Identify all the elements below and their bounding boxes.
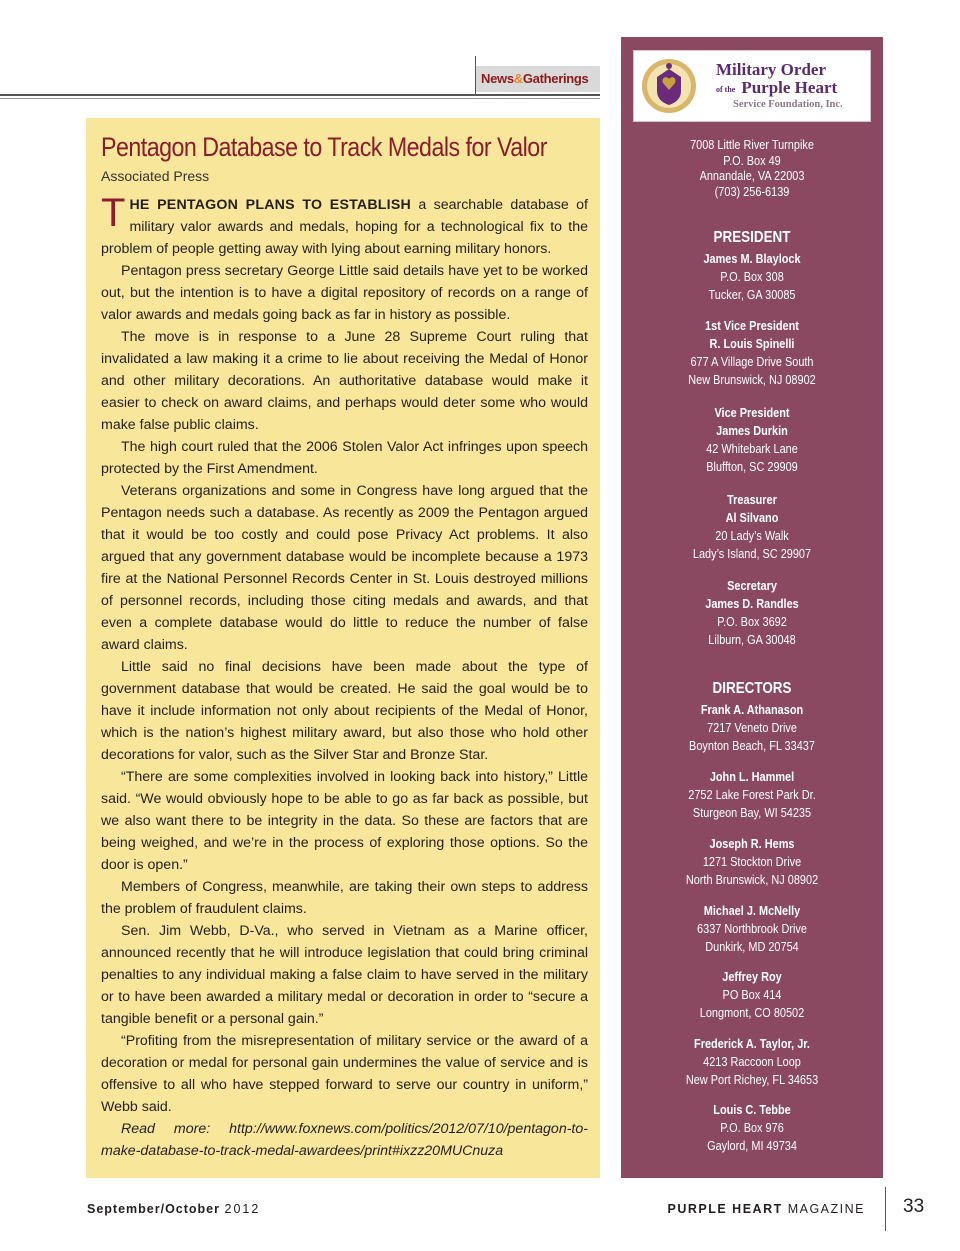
- logo-title-line1: Military Order: [716, 60, 826, 79]
- footer-issue-date: [87, 1202, 260, 1216]
- director-name: Louis C. Tebbe: [713, 1102, 791, 1117]
- director-address-line: New Port Richey, FL 34653: [685, 1072, 819, 1087]
- president-heading: PRESIDENT: [713, 229, 791, 246]
- director-entry: [642, 835, 862, 889]
- officer-address-line: New Brunswick, NJ 08902: [688, 372, 816, 387]
- article-paragraph: The high court ruled that the 2006 Stolen Valor Act infringes upon speech protected by the First Amendment.: [101, 439, 588, 477]
- director-address-line: Sturgeon Bay, WI 54235: [692, 805, 812, 820]
- footer-mag-bold: PURPLE HEART: [667, 1202, 783, 1216]
- officer-entry: [642, 491, 862, 563]
- director-entry: [642, 902, 862, 956]
- officer-role: Treasurer: [727, 492, 777, 507]
- director-entry: [642, 1101, 862, 1155]
- drop-cap: T: [101, 191, 126, 235]
- director-address-line: 4213 Raccoon Loop: [703, 1054, 801, 1069]
- organization-logo: [634, 51, 870, 121]
- article-paragraph: “There are some complexities involved in looking back into history,” Little said. “We would obviously hope to be able to go as far back as possible, but we also want there to be integrity in the data. So these are factors that are being weighed, and we’re in the process of exploring those options. So the door is open.”: [101, 769, 588, 873]
- foundation-address: [642, 137, 862, 199]
- director-address-line: North Brunswick, NJ 08902: [685, 872, 819, 887]
- article-paragraph: Little said no final decisions have been made about the type of government database that would be created. He said the goal would be to have it include information not only about recipients of the Medal of Honor, which is the nation’s highest military award, but also those who hold other decorations for valor, such as the Silver Star and Bronze Star.: [101, 659, 588, 763]
- article-paragraph: The move is in response to a June 28 Supreme Court ruling that invalidated a law making it a crime to lie about receiving the Medal of Honor and other military decorations. An authoritative database would make it easier to check on award claims, and perhaps would deter some who would make false public claims.: [101, 329, 588, 433]
- footer-mag-rest: MAGAZINE: [782, 1202, 865, 1216]
- officer-address-line: P.O. Box 3692: [717, 614, 787, 629]
- director-entry: [642, 701, 862, 755]
- article-paragraph: Veterans organizations and some in Congress have long argued that the Pentagon needs such a database. As recently as 2009 the Pentagon argued that it would be too costly and could pose Privacy Act problems. It also argued that any government database would be incomplete because a 1973 fire at the National Personnel Records Center in St. Louis destroyed millions of personnel records, including those citing medals and awards, and that even a complete database would do little to reduce the number of false award claims.: [101, 483, 588, 653]
- director-address-line: 7217 Veneto Drive: [707, 720, 797, 735]
- footer-divider: [885, 1187, 886, 1231]
- read-more-link[interactable]: Read more: http://www.foxnews.com/politics/2012/07/10/pentagon-to-make-database-to-track-medal-awardees/print#ixzz20MUCnuza: [101, 1121, 588, 1159]
- officer-role: Secretary: [727, 578, 777, 593]
- officer-address-line: 42 Whitebark Lane: [706, 441, 798, 456]
- header-rule-thin: [0, 98, 600, 99]
- director-name: Michael J. McNelly: [703, 903, 801, 918]
- officer-name: James M. Blaylock: [703, 251, 801, 266]
- address-line: P.O. Box 49: [723, 152, 781, 168]
- director-address-line: Gaylord, MI 49734: [707, 1138, 797, 1153]
- article-paragraph: Members of Congress, meanwhile, are taking their own steps to address the problem of fraudulent claims.: [101, 879, 588, 917]
- section-tag: [476, 66, 600, 92]
- director-address-line: Longmont, CO 80502: [699, 1005, 805, 1020]
- director-address-line: Dunkirk, MD 20754: [705, 939, 799, 954]
- officer-name: Al Silvano: [725, 510, 779, 525]
- address-line: 7008 Little River Turnpike: [690, 137, 814, 152]
- footer-magazine-name: [668, 1202, 866, 1216]
- article-paragraph: Pentagon press secretary George Little said details have yet to be worked out, but the intention is to have a digital repository of records on a range of valor awards and medals going back as far in history as possible.: [101, 263, 588, 323]
- director-address-line: 2752 Lake Forest Park Dr.: [688, 787, 816, 802]
- officer-address-line: Lilburn, GA 30048: [708, 632, 796, 647]
- president-entry: [642, 250, 862, 304]
- director-name: Jeffrey Roy: [722, 969, 782, 984]
- director-address-line: Boynton Beach, FL 33437: [689, 738, 815, 753]
- article-lead: HE PENTAGON PLANS TO ESTABLISH: [129, 197, 411, 213]
- article-byline: Associated Press: [101, 168, 210, 184]
- officer-entry: [642, 317, 862, 389]
- officer-address-line: 20 Lady’s Walk: [715, 528, 789, 543]
- article-paragraph: “Profiting from the misrepresentation of military service or the award of a decoration or medal for personal gain undermines the value of service and is offensive to all who have stepped forward to serve our country in uniform,” Webb said.: [101, 1033, 588, 1115]
- officer-name: James D. Randles: [705, 596, 799, 611]
- directors-heading: DIRECTORS: [712, 680, 792, 697]
- director-name: Joseph R. Hems: [709, 836, 795, 851]
- footer-issue: September/October: [87, 1202, 221, 1216]
- officer-address-line: P.O. Box 308: [720, 269, 784, 284]
- article-lead-rest: a searchable database of military valor awards and medals, hoping for a technological fix to the problem of people getting away with lying about earning military honors.: [101, 197, 589, 257]
- address-line: (703) 256-6139: [714, 183, 790, 199]
- section-tag-news: News: [481, 71, 514, 86]
- article-paragraph: Sen. Jim Webb, D-Va., who served in Vietnam as a Marine officer, announced recently that he will introduce legislation that could bring criminal penalties to any individual making a false claim to have served in the military or to have been awarded a military medal or decoration in order to “secure a tangible benefit or a personal gain.”: [101, 923, 588, 1027]
- purple-heart-seal-icon: [640, 57, 698, 115]
- header-rule: [0, 94, 600, 96]
- director-entry: [642, 1035, 862, 1089]
- director-address-line: P.O. Box 976: [720, 1120, 784, 1135]
- logo-of-the: of the: [716, 84, 736, 94]
- director-entry: [642, 768, 862, 822]
- officer-role: Vice President: [714, 405, 790, 420]
- sidebar: [621, 37, 883, 1178]
- officer-name: James Durkin: [716, 423, 788, 438]
- officer-address-line: Bluffton, SC 29909: [706, 459, 798, 474]
- officer-entry: [642, 577, 862, 649]
- page-number: 33: [903, 1196, 925, 1217]
- article-box: [86, 118, 600, 1178]
- officer-address-line: 677 A Village Drive South: [690, 354, 814, 369]
- officer-address-line: Tucker, GA 30085: [708, 287, 796, 302]
- director-name: Frank A. Athanason: [700, 702, 804, 717]
- footer-year: 2012: [224, 1202, 261, 1216]
- officer-name: R. Louis Spinelli: [709, 336, 795, 351]
- article-title: Pentagon Database to Track Medals for Valor: [101, 132, 547, 162]
- officer-role: 1st Vice President: [705, 318, 799, 333]
- article-body: [101, 191, 589, 1162]
- section-tag-gatherings: Gatherings: [522, 71, 589, 86]
- officer-address-line: Lady’s Island, SC 29907: [692, 546, 812, 561]
- logo-title-line2: [716, 78, 837, 98]
- section-tag-amp: &: [513, 71, 523, 86]
- article-paragraph: [101, 191, 589, 260]
- officer-entry: [642, 404, 862, 476]
- logo-subtitle: Service Foundation, Inc.: [733, 99, 843, 110]
- logo-purple-heart: Purple Heart: [741, 78, 838, 97]
- address-line: Annandale, VA 22003: [699, 168, 805, 183]
- director-entry: [642, 968, 862, 1022]
- director-address-line: PO Box 414: [722, 987, 782, 1002]
- director-name: Frederick A. Taylor, Jr.: [694, 1036, 810, 1051]
- director-address-line: 6337 Northbrook Drive: [697, 921, 807, 936]
- director-name: John L. Hammel: [709, 769, 795, 784]
- director-address-line: 1271 Stockton Drive: [702, 854, 802, 869]
